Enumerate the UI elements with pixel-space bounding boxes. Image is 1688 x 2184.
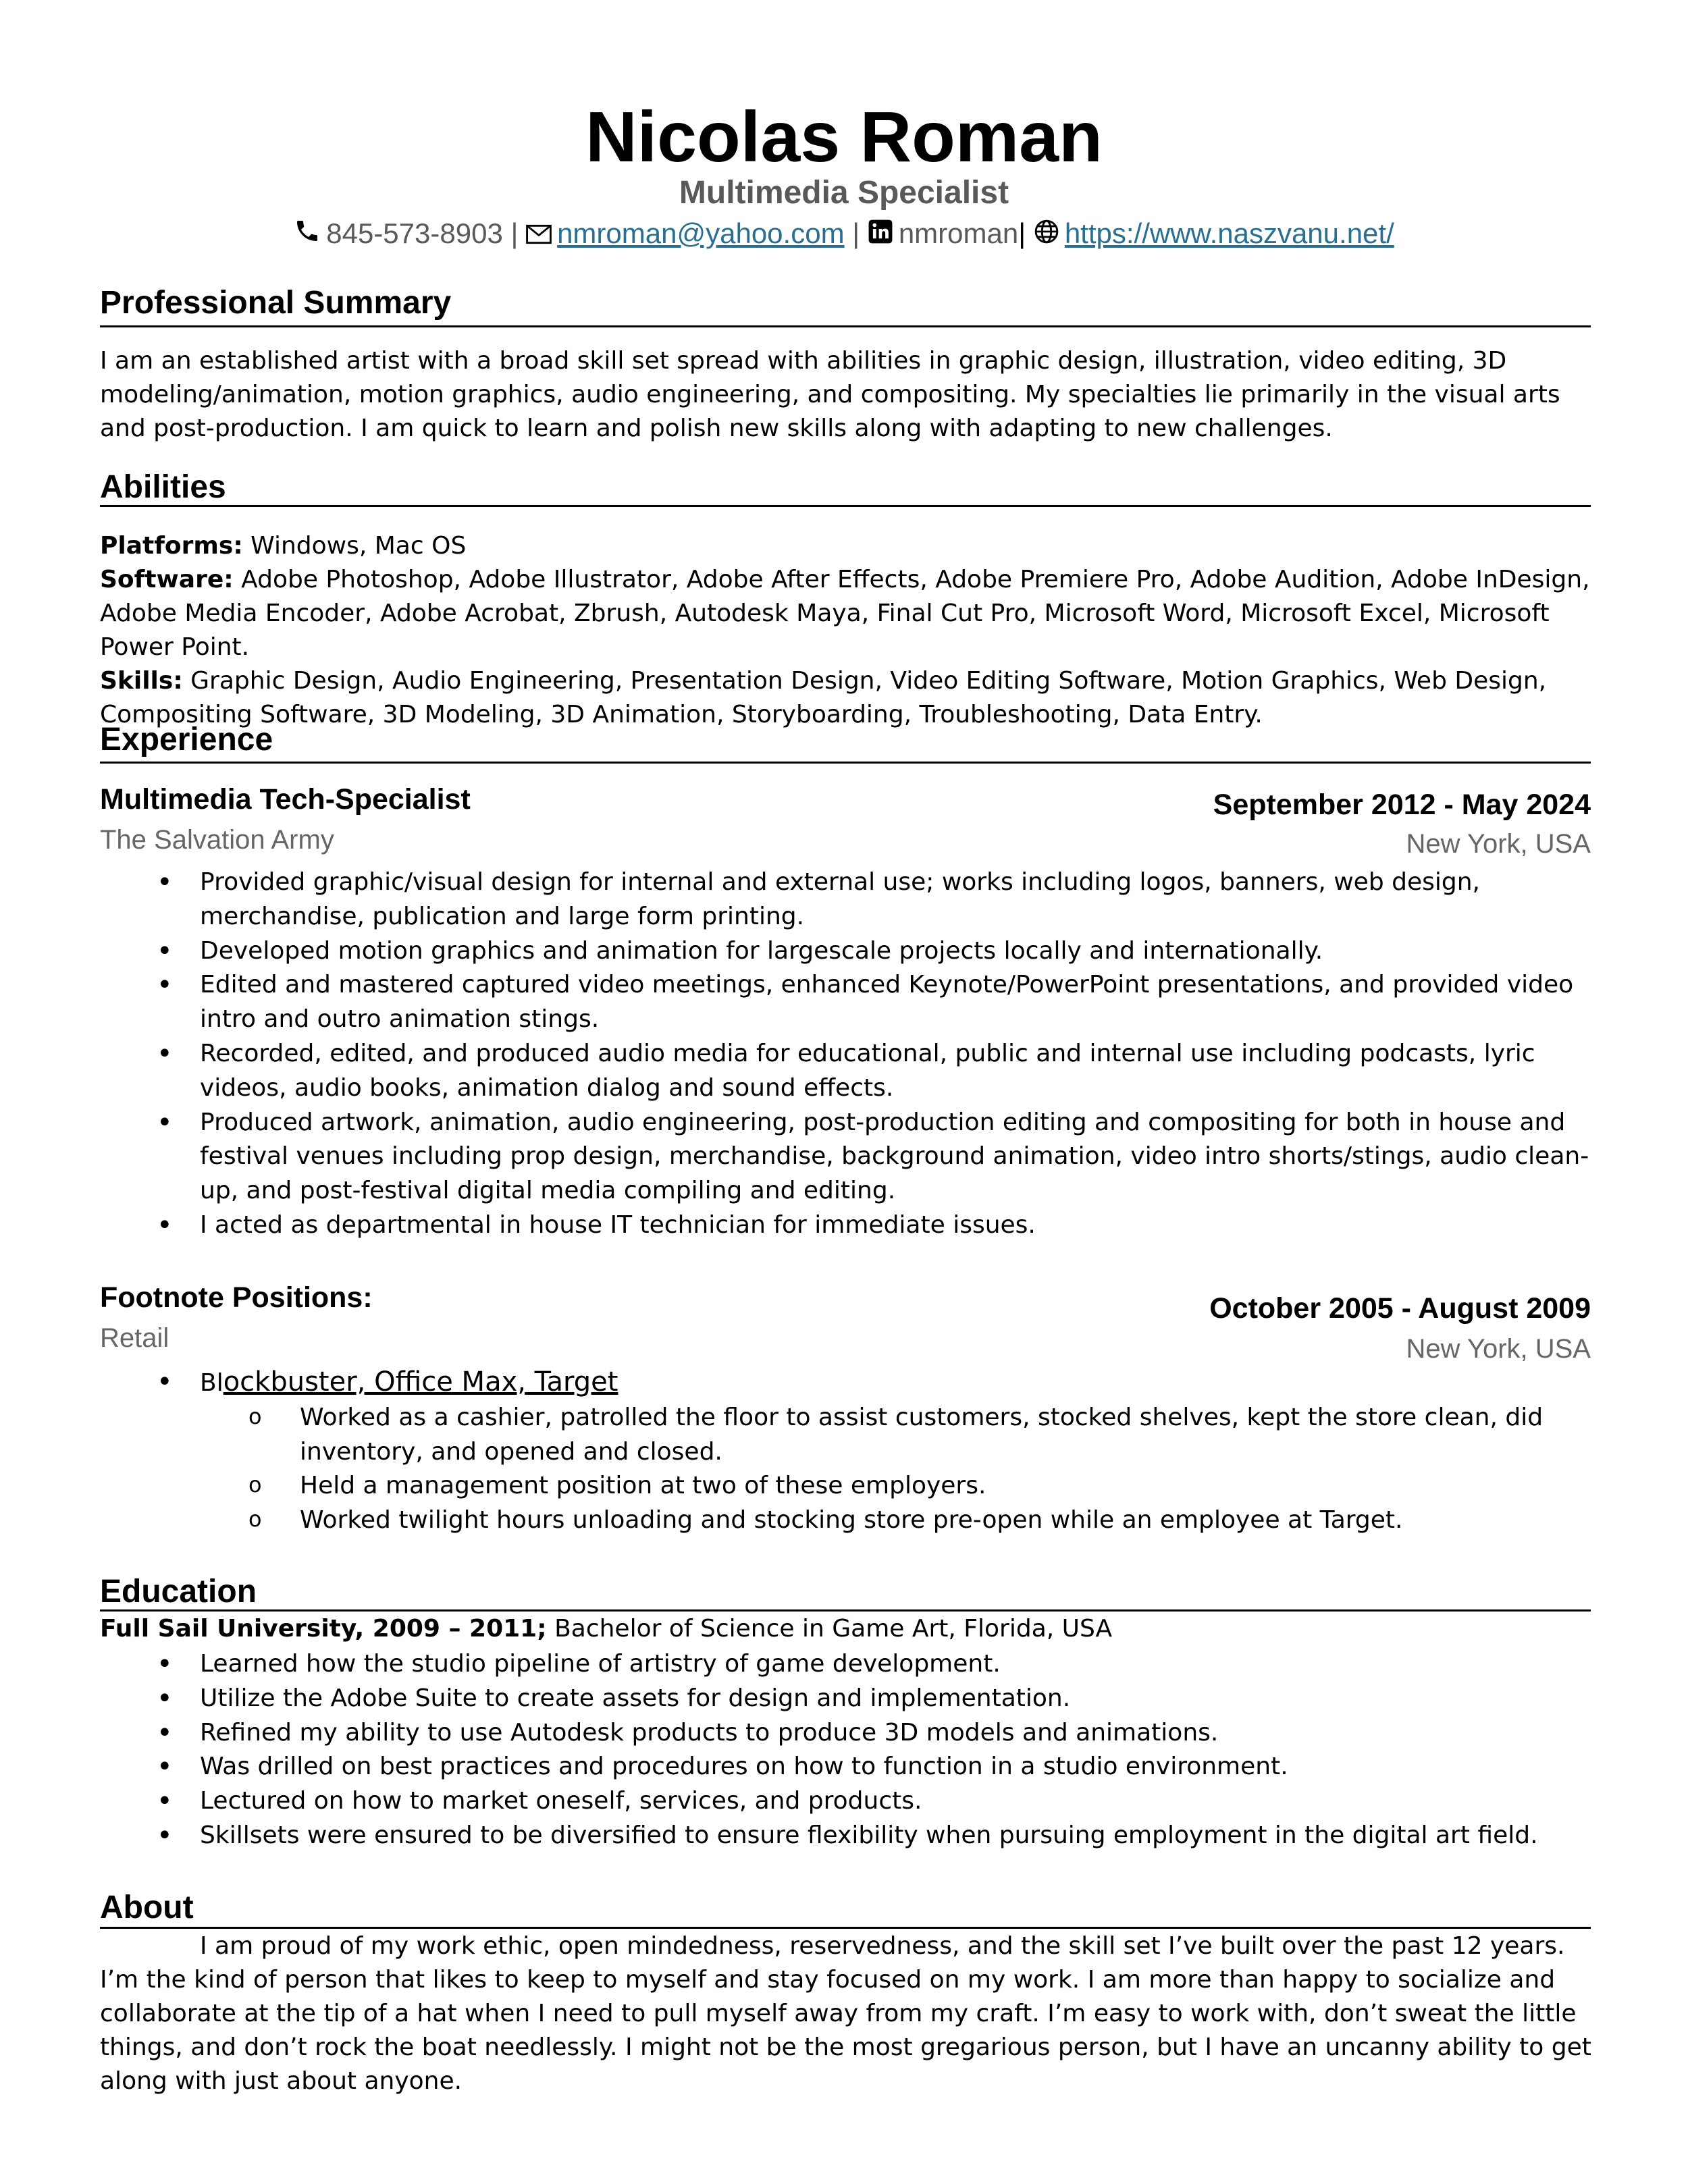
contact-separator: | bbox=[510, 217, 519, 249]
section-divider bbox=[100, 325, 1591, 327]
platforms-label: Platforms: bbox=[100, 532, 243, 560]
education-entry bbox=[100, 1612, 1592, 1646]
software-value: Adobe Photoshop, Adobe Illustrator, Adobe After Effects, Adobe Premiere Pro, Adobe Audition, Adobe InDesign, Adobe Media Encoder, Adobe Acrobat, Zbrush, Autodesk Maya, Final Cut Pro, Microsoft Word, Microsoft Excel, Microsoft Power Point. bbox=[100, 566, 1590, 661]
experience-heading: Experience bbox=[100, 722, 273, 757]
job-dates: September 2012 - May 2024 bbox=[1213, 789, 1591, 821]
skills-label: Skills: bbox=[100, 667, 183, 695]
job-location: New York, USA bbox=[1406, 829, 1591, 859]
about-heading: About bbox=[100, 1890, 194, 1925]
degree: Bachelor of Science in Game Art, Florida, USA bbox=[546, 1615, 1113, 1643]
contact-line bbox=[0, 213, 1688, 255]
globe-icon bbox=[1034, 215, 1059, 255]
list-item: o Worked twilight hours unloading and stocking store pre-open while an employee at Target. bbox=[100, 1503, 1592, 1538]
education-heading: Education bbox=[100, 1574, 257, 1609]
list-item: • Recorded, edited, and produced audio media for educational, public and internal use including podcasts, lyric videos, audio books, animation dialog and sound effects. bbox=[100, 1037, 1592, 1106]
employers-list: ockbuster, Office Max, Target bbox=[223, 1366, 618, 1397]
contact-separator: | bbox=[852, 217, 860, 249]
mail-icon bbox=[526, 215, 552, 255]
software-label: Software: bbox=[100, 566, 234, 593]
employers-prefix: Bl bbox=[200, 1369, 223, 1397]
abilities-heading: Abilities bbox=[100, 469, 226, 505]
list-item: • Learned how the studio pipeline of artistry of game development. bbox=[100, 1647, 1592, 1682]
section-divider bbox=[100, 1927, 1591, 1929]
list-item: o Worked as a cashier, patrolled the floor to assist customers, stocked shelves, kept the store clean, did inventory, and opened and closed. bbox=[100, 1401, 1592, 1470]
retail-bullets bbox=[100, 1365, 1592, 1538]
education-bullets bbox=[100, 1647, 1592, 1853]
abilities-list bbox=[100, 529, 1592, 732]
linkedin-icon bbox=[868, 215, 893, 255]
list-item: • Provided graphic/visual design for internal and external use; works including logos, banners, web design, merchandise, publication and large form printing. bbox=[100, 865, 1592, 934]
job-title: Multimedia Tech-Specialist bbox=[100, 783, 471, 816]
phone-number: 845-573-8903 bbox=[326, 217, 503, 249]
section-divider bbox=[100, 1609, 1591, 1612]
job-bullets bbox=[100, 865, 1592, 1243]
phone-icon bbox=[294, 215, 321, 255]
linkedin-handle[interactable]: nmroman bbox=[898, 217, 1019, 249]
software-row bbox=[100, 563, 1592, 664]
list-item: • Was drilled on best practices and procedures on how to function in a studio environment. bbox=[100, 1750, 1592, 1784]
website-link[interactable]: https://www.naszvanu.net/ bbox=[1064, 217, 1394, 249]
skills-row bbox=[100, 664, 1592, 732]
list-item: • Utilize the Adobe Suite to create assets for design and implementation. bbox=[100, 1682, 1592, 1716]
list-item: • Edited and mastered captured video meetings, enhanced Keynote/PowerPoint presentations, and provided video intro and outro animation stings. bbox=[100, 968, 1592, 1037]
list-item: • Lectured on how to market oneself, services, and products. bbox=[100, 1784, 1592, 1819]
job-dates: October 2005 - August 2009 bbox=[1209, 1292, 1591, 1325]
platforms-row bbox=[100, 529, 1592, 563]
summary-text: I am an established artist with a broad skill set spread with abilities in graphic design, illustration, video editing, 3D modeling/animation, motion graphics, audio engineering, and compositing. My specialties lie primarily in the visual arts and post-production. I am quick to learn and polish new skills along with adapting to new challenges. bbox=[100, 347, 1560, 442]
job-title: Footnote Positions: bbox=[100, 1281, 373, 1314]
resume-title: Multimedia Specialist bbox=[679, 175, 1009, 211]
school-name: Full Sail University, 2009 – 2011; bbox=[100, 1615, 547, 1643]
summary-heading: Professional Summary bbox=[100, 285, 452, 321]
platforms-value: Windows, Mac OS bbox=[242, 532, 467, 560]
resume-name: Nicolas Roman bbox=[585, 97, 1103, 177]
job-organization: Retail bbox=[100, 1323, 169, 1353]
section-divider bbox=[100, 762, 1591, 764]
list-item: • Developed motion graphics and animation for largescale projects locally and internationally. bbox=[100, 934, 1592, 969]
list-item: • I acted as departmental in house IT technician for immediate issues. bbox=[100, 1208, 1592, 1243]
section-divider bbox=[100, 505, 1591, 507]
contact-separator: | bbox=[1018, 217, 1026, 249]
job-location: New York, USA bbox=[1406, 1334, 1591, 1364]
list-item: • Refined my ability to use Autodesk products to produce 3D models and animations. bbox=[100, 1716, 1592, 1751]
skills-value: Graphic Design, Audio Engineering, Presentation Design, Video Editing Software, Motion Graphics, Web Design, Compositing Software, 3D Modeling, 3D Animation, Storyboarding, Troubleshooting, Data Entry. bbox=[100, 667, 1547, 728]
list-item: • Produced artwork, animation, audio engineering, post-production editing and compositing for both in house and festival venues including prop design, merchandise, background animation, video intro shorts/stings, audio clean-up, and post-festival digital media compiling and editing. bbox=[100, 1106, 1592, 1208]
list-item: • Skillsets were ensured to be diversified to ensure flexibility when pursuing employment in the digital art field. bbox=[100, 1819, 1592, 1853]
about-text: I am proud of my work ethic, open mindedness, reservedness, and the skill set I’ve built over the past 12 years. I’m the kind of person that likes to keep to myself and stay focused on my work. I am more than happy to socialize and collaborate at the tip of a hat when I need to pull myself away from my craft. I’m easy to work with, don’t sweat the little things, and don’t rock the boat needlessly. I might not be the most gregarious person, but I have an uncanny ability to get along with just about anyone. bbox=[100, 1932, 1591, 2095]
retail-sub-bullets bbox=[200, 1401, 1592, 1538]
list-item bbox=[100, 1365, 1592, 1538]
job-organization: The Salvation Army bbox=[100, 825, 334, 855]
list-item: o Held a management position at two of these employers. bbox=[100, 1469, 1592, 1503]
email-link[interactable]: nmroman@yahoo.com bbox=[557, 217, 845, 249]
